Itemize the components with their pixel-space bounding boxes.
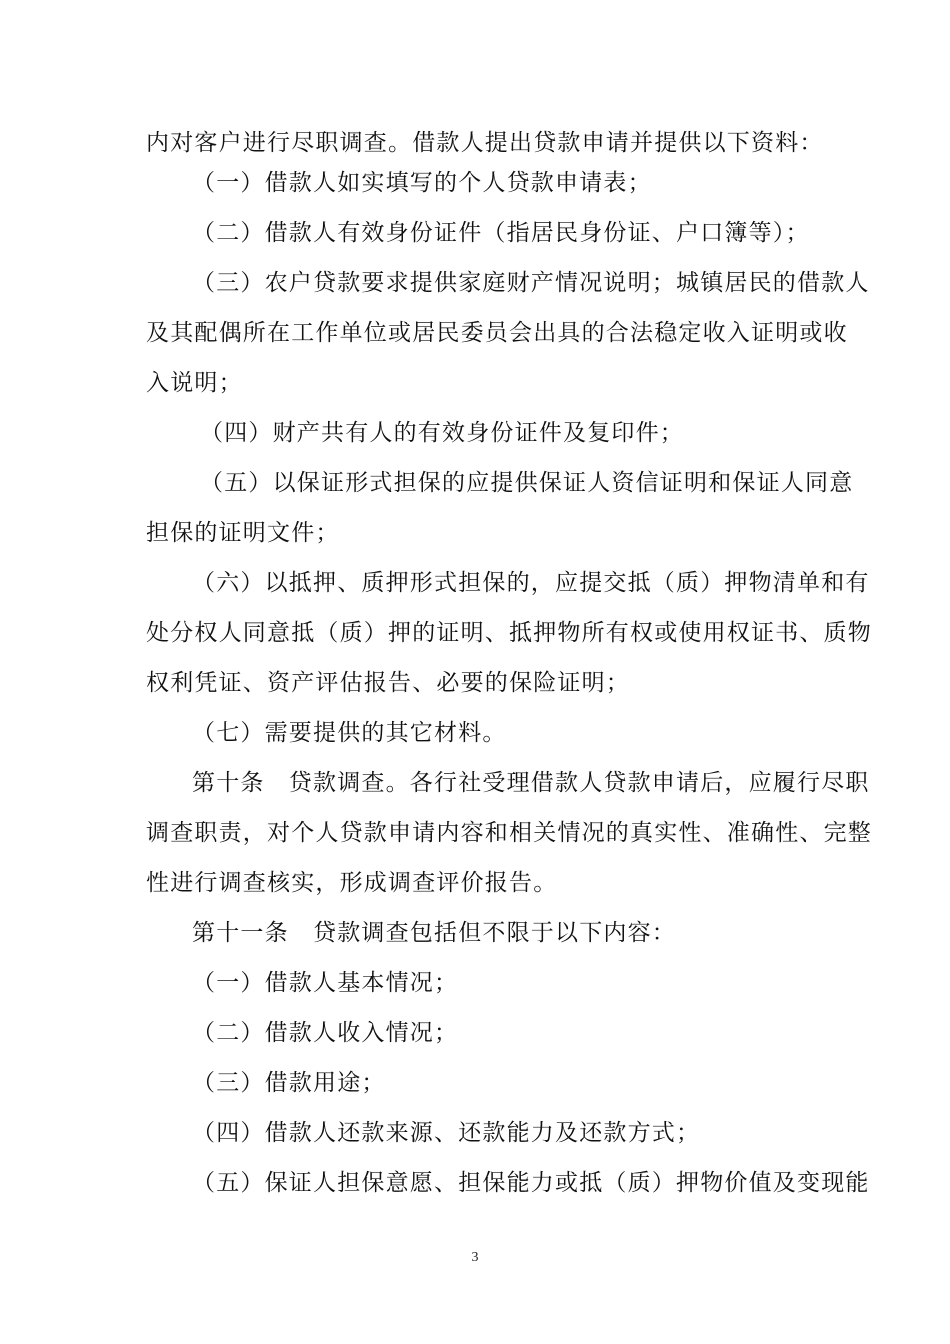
list-item: （七）需要提供的其它材料。 <box>192 720 507 746</box>
paragraph-line: 入说明； <box>146 370 243 396</box>
paragraph-line: 担保的证明文件； <box>146 520 340 546</box>
article-heading-line: 第十一条 贷款调查包括但不限于以下内容： <box>192 920 676 946</box>
paragraph-line: 权利凭证、资产评估报告、必要的保险证明； <box>146 670 630 696</box>
list-item: （二）借款人收入情况； <box>192 1020 459 1046</box>
list-item: （三）农户贷款要求提供家庭财产情况说明；城镇居民的借款人 <box>192 270 870 296</box>
list-item: （六）以抵押、质押形式担保的，应提交抵（质）押物清单和有 <box>192 570 870 596</box>
paragraph-line: 性进行调查核实，形成调查评价报告。 <box>146 870 558 896</box>
list-item: （四）财产共有人的有效身份证件及复印件； <box>200 420 684 446</box>
paragraph-line: 及其配偶所在工作单位或居民委员会出具的合法稳定收入证明或收 <box>146 320 848 346</box>
paragraph-line: 调查职责，对个人贷款申请内容和相关情况的真实性、准确性、完整 <box>146 820 872 846</box>
paragraph-line: 内对客户进行尽职调查。借款人提出贷款申请并提供以下资料： <box>146 130 824 156</box>
article-heading-line: 第十条 贷款调查。各行社受理借款人贷款申请后，应履行尽职 <box>192 770 870 796</box>
paragraph-line: 处分权人同意抵（质）押的证明、抵押物所有权或使用权证书、质物 <box>146 620 872 646</box>
list-item: （五）以保证形式担保的应提供保证人资信证明和保证人同意 <box>200 470 854 496</box>
list-item: （五）保证人担保意愿、担保能力或抵（质）押物价值及变现能 <box>192 1170 870 1196</box>
list-item: （二）借款人有效身份证件（指居民身份证、户口簿等）； <box>192 220 810 246</box>
list-item: （一）借款人基本情况； <box>192 970 459 996</box>
list-item: （一）借款人如实填写的个人贷款申请表； <box>192 170 652 196</box>
list-item: （三）借款用途； <box>192 1070 386 1096</box>
page-number: 3 <box>471 1250 479 1265</box>
list-item: （四）借款人还款来源、还款能力及还款方式； <box>192 1120 701 1146</box>
